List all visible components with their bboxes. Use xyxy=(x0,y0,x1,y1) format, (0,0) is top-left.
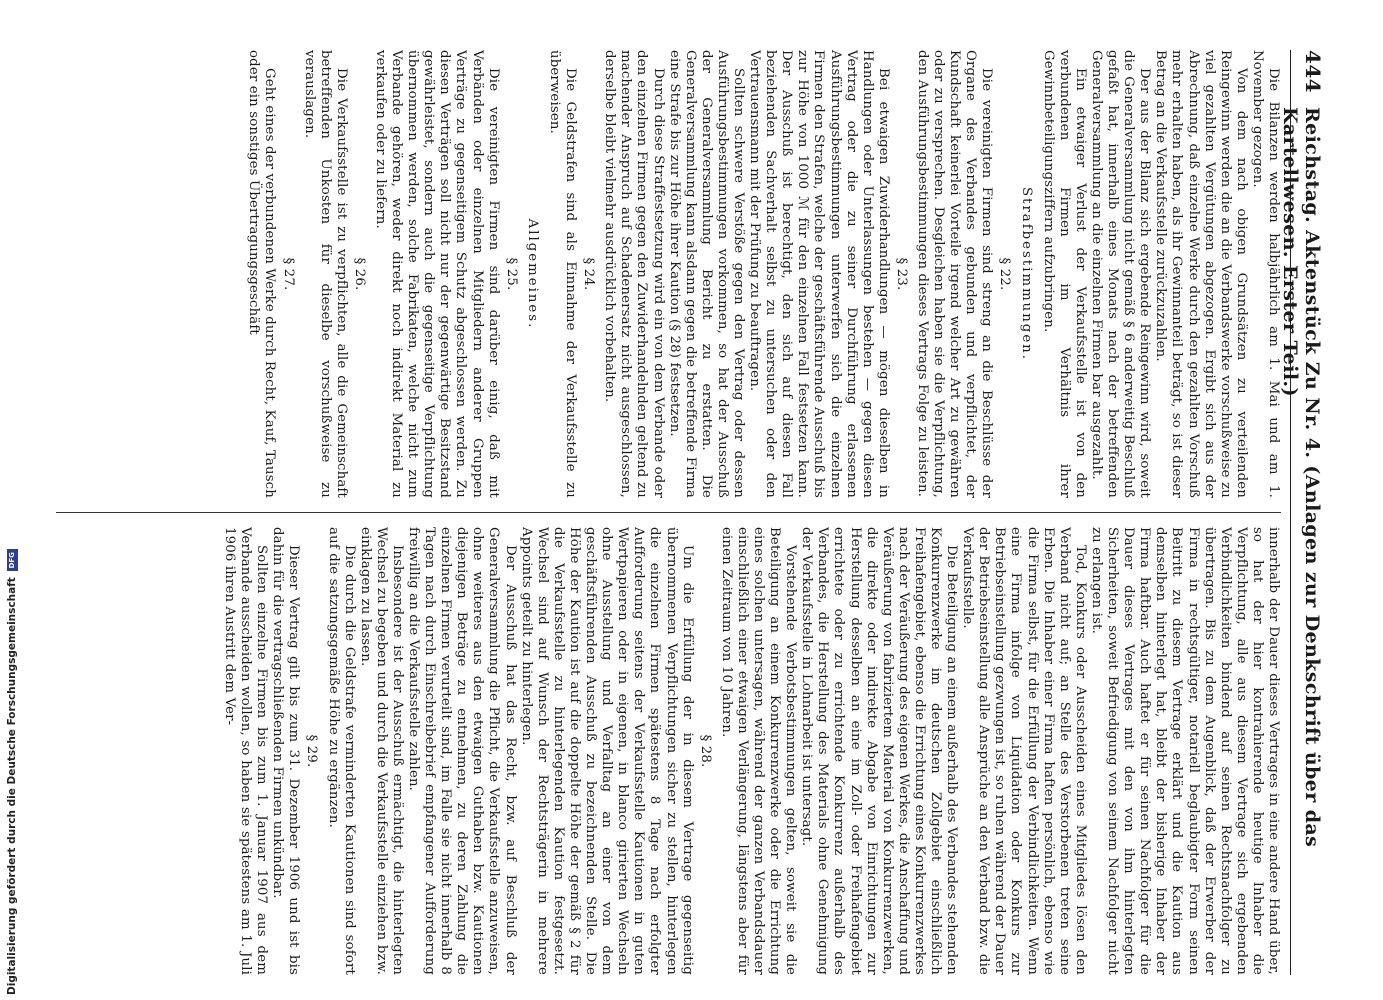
credit-text: Digitalisierung gefördert durch die Deutsche Forschungsgemeinschaft xyxy=(6,577,18,995)
paragraph-number: § 25. xyxy=(503,257,519,291)
section-heading: Allgemeines. xyxy=(524,218,540,330)
running-title: Reichstag. Aktenstück Zu Nr. 4. (Anlagen zur Denkschrift über das Kartellwesen. Erster Teil.) xyxy=(1279,106,1323,848)
body-paragraph: Dieser Vertrag gilt bis zum 31. Dezember 1906 und ist bis dahin für die vertragschließenden Firmen unkündbar. xyxy=(270,527,302,975)
column-divider xyxy=(56,512,1281,513)
scanned-page xyxy=(50,50,1325,975)
body-paragraph: Die Verkaufsstelle ist zu verpflichten, alle die Gemeinschaft betreffenden Unkosten für dieselbe vorschußweise zu verauslagen. xyxy=(301,50,349,498)
body-paragraph: Die vereinigten Firmen sind streng an die Beschlüsse der Organe des Verbandes gebunden und verpflichtet, der Kundschaft keinerlei Vorteile irgend welcher Art zu gewähren oder zu versprechen. Desgleichen haben sie die Verpflichtung, den Ausführungsbestimmungen dieses Vertrags Folge zu leisten. xyxy=(915,50,995,498)
body-paragraph: innerhalb der Dauer dieses Vertrages in eine andere Hand über, so hat der hier kontrahierende heutige Inhaber die Verpflichtung, alle aus diesem Vertrage sich ergebenden Verbindlichkeiten bindend auf seinen Rechtsnachfolger zu übertragen. Bis zu dem Augenblick, daß der Erwerber der Firma in rechtsgültiger, notariell beglaubigter Form seinen Beitritt zu diesem Vertrage erklärt und die Kaution aus demselben hinterlegt hat, bleibt der bisherige Inhaber der Firma haftbar. Auch haftet er für seinen Nachfolger für die Dauer dieses Vertrages mit den von ihm hinterlegten Sicherheiten, soweit Befriedigung von seinem Nachfolger nicht zu erlangen ist. xyxy=(1088,527,1281,975)
paragraph-number: § 22. xyxy=(997,257,1013,291)
body-paragraph: Die Bilanzen werden halbjährlich am 1. Mai und am 1. November gezogen. xyxy=(1249,50,1281,498)
body-paragraph: Sollten schwere Verstöße gegen den Vertrag oder dessen Ausführungsbestimmungen vorkommen, so hat der Ausschuß der Generalversammlung Bericht zu erstatten. Die Generalversammlung kann alsdann gegen die betreffende Firma eine Strafe bis zur Höhe ihrer Kaution (§ 28) festsetzen. xyxy=(666,50,746,498)
left-text-column xyxy=(56,50,1281,498)
body-paragraph: Die Beteiligung an einem außerhalb des Verbandes stehenden Konkurrenzwerke im deutschen Zollgebiet einschließlich Freihafengebiet, ebenso die Errichtung eines Konkurrenzwerkes nach der Veräußerung des eigenen Werkes, die Anschaffung und Veräußerung von fabriziertem Material von Konkurrenzwerken, die direkte oder indirekte Abgabe von Einrichtungen zur Herstellung desselben an eine im Zoll- oder Freihafengebiet errichtete oder zu errichtende Konkurrenz außerhalb des Verbandes, die Herstellung des Materials ohne Genehmigung der Verkaufsstelle in Lohnarbeit ist untersagt. xyxy=(799,527,960,975)
body-paragraph: Von dem nach obigen Grundsätzen zu verteilenden Reingewinn werden die an die Verbandswerke vorschußweise zu viel gezahlten Vergütungen abgezogen. Ergibt sich aus der Abrechnung, daß einzelne Werke durch den gezahlten Vorschuß mehr erhalten haben, als ihr Gewinnanteil beträgt, so ist dieser Betrag an die Verkaufsstelle zurückzuzahlen. xyxy=(1153,50,1249,498)
body-paragraph: Die vereinigten Firmen sind darüber einig, daß mit Verbänden oder einzelnen Mitgliedern anderer Gruppen Verträge zu gegenseitigem Schutz abgeschlossen werden. Zu diesen Verträgen soll nicht nur der gegenwärtige Besitzstand gewährleistet, sondern auch die gegenseitige Verpflichtung übernommen werden, solche Fabrikaten, welche nicht zum Verbande gehören, weder direkt noch indirekt Material zu verkaufen oder zu liefern. xyxy=(373,50,501,498)
body-paragraph: Der Ausschuß hat das Recht, bzw. auf Beschluß der Generalversammlung die Pflicht, die Verkaufsstelle anzuweisen, ohne weiteres aus den etwaigen Guthaben bzw. Kautionen diejenigen Beträge zu entnehmen, zu deren Zahlung die einzelnen Firmen verurteilt sind, im Falle sie nicht innerhalb 8 Tagen nach durch Einschreibebrief empfangener Aufforderung freiwillig an die Verkaufsstelle zahlen. xyxy=(406,527,518,975)
body-paragraph: Der aus der Bilanz sich ergebende Reingewinn wird, soweit die Generalversammlung nicht gemäß § 6 anderweitig Beschluß gefaßt hat, innerhalb eines Monats nach der betreffenden Generalversammlung an die einzelnen Firmen bar ausgezahlt. xyxy=(1088,50,1153,498)
body-paragraph: Sollten einzelne Firmen bis zum 1. Januar 1907 aus dem Verbande ausscheiden wollen, so haben sie spätestens am 1. Juli 1906 ihren Austritt dem Ver- xyxy=(222,527,270,975)
body-paragraph: Insbesondere ist der Ausschuß ermächtigt, die hinterlegten Wechsel zu begeben und durch die Verkaufsstelle einziehen bzw. einklagen zu lassen. xyxy=(357,527,405,975)
paragraph-number: § 23. xyxy=(893,257,909,291)
paragraph-number: § 28. xyxy=(697,734,713,768)
body-paragraph: Bei etwaigen Zuwiderhandlungen — mögen dieselben in Handlungen oder Unterlassungen bestehen — gegen diesen Vertrag oder die zu seiner Durchführung erlassenen Ausführungsbestimmungen unterwerfen sich die einzelnen Firmen den Strafen, welche der geschäftsführende Ausschuß bis zur Höhe von 1000 ℳ für den einzelnen Fall festsetzen kann. Der Ausschuß ist berechtigt, den sich auf diesen Fall beziehenden Sachverhalt selbst zu untersuchen oder den Vertrauensmann mit der Prüfung zu beauftragen. xyxy=(747,50,891,498)
digitization-credit xyxy=(5,0,19,995)
body-paragraph: Durch diese Straffestsetzung wird ein von dem Verbande oder den einzelnen Firmen gegen den Zuwiderhandelnden geltend zu machender Anspruch auf Schadenersatz nicht ausgeschlossen, derselbe bleibt vielmehr ausdrücklich vorbehalten. xyxy=(602,50,666,498)
body-paragraph: Um die Erfüllung der in diesem Vertrage gegenseitig übernommenen Verpflichtungen sicher zu stellen, hinterlegen die einzelnen Firmen spätestens 8 Tage nach erfolgter Aufforderung seitens der Verkaufsstelle Kautionen in guten Wertpapieren oder in eigenen, in blanco girierten Wechseln ohne Ausstellung und Verfalltag an einer von dem geschäftsführenden Ausschuß zu bezeichnenden Stelle. Die Höhe der Kaution ist auf die doppelte Höhe der gemäß § 2 für die Verkaufsstelle zu hinterlegenden Kaution festgesetzt. Wechsel sind auf Wunsch der Rechtsträgerin in mehrere Appoints geteilt zu hinterlegen. xyxy=(518,527,695,975)
body-paragraph: Vorstehende Verbotsbestimmungen gelten, soweit sie die Beteiligung an einem Konkurrenzwerke oder die Errichtung eines solchen untersagen, während der ganzen Verbandsdauer einschließlich einer etwaigen Verlängerung, längstens aber für einen Zeitraum von 10 Jahren. xyxy=(718,527,799,975)
paragraph-number: § 29. xyxy=(304,734,320,768)
paragraph-number: § 24. xyxy=(581,257,597,291)
body-paragraph: Geht eines der verbundenen Werke durch Recht, Kauf, Tausch oder ein sonstiges Übertragungsgeschäft xyxy=(246,50,278,498)
dfg-logo: DFG xyxy=(7,549,18,571)
page-header xyxy=(1279,50,1325,975)
body-paragraph: Die durch die Geldstrafe verminderten Kautionen sind sofort auf die satzungsgemäße Höhe zu ergänzen. xyxy=(325,527,357,975)
paragraph-number: § 26. xyxy=(351,257,367,291)
paragraph-number: § 27. xyxy=(280,257,296,291)
body-paragraph: Tod, Konkurs oder Ausscheiden eines Mitgliedes lösen den Verband nicht auf; an Stelle des Verstorbenen treten seine Erben. Die Inhaber einer Firma haften persönlich, ebenso wie die Firma selbst, für die Erfüllung der Verbindlichkeiten. Wenn eine Firma infolge von Liquidation oder Konkurs zur Betriebseinstellung gezwungen ist, so ruhen während der Dauer der Betriebseinstellung alle Ansprüche an den Verband bzw. die Verkaufsstelle. xyxy=(960,527,1088,975)
section-heading: Strafbestimmungen. xyxy=(1018,187,1034,361)
body-paragraph: Die Geldstrafen sind als Einnahme der Verkaufsstelle zu überweisen. xyxy=(546,50,579,498)
body-paragraph: Ein etwaiger Verlust der Verkaufsstelle ist von den verbundenen Firmen im Verhältnis ihrer Gewinnbeteiligungsziffern aufzubringen. xyxy=(1040,50,1088,498)
page-number: 444 xyxy=(1301,50,1325,93)
right-text-column xyxy=(56,527,1281,975)
